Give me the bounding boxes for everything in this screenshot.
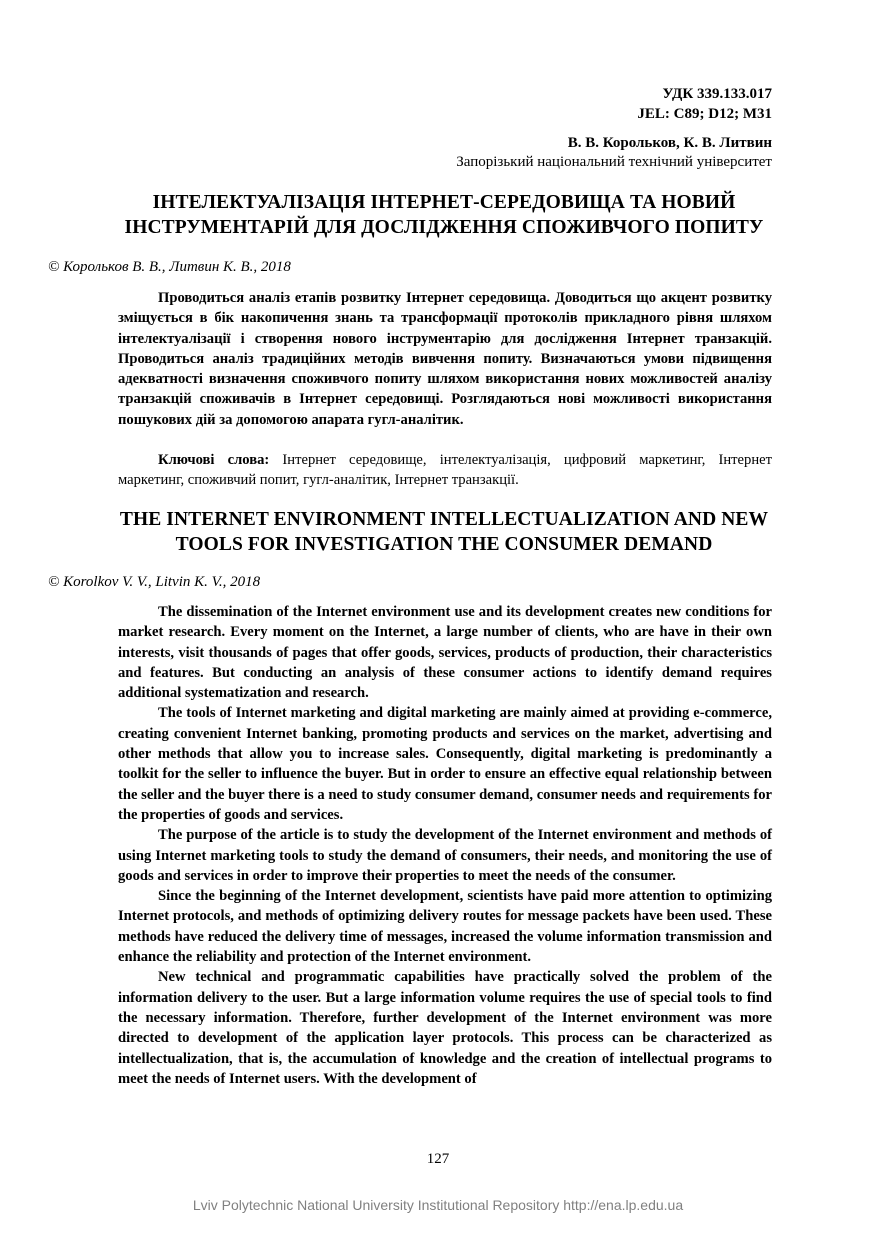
keywords-paragraph (118, 450, 772, 491)
body-paragraph: The tools of Internet marketing and digital marketing are mainly aimed at providing e-commerce, creating convenient Internet banking, promoting products and services on the market, advertising and other methods that allow you to increase sales. Consequently, digital marketing is predominantly a toolkit for the seller to influence the buyer. But in order to ensure an effective equal relationship between the seller and the buyer there is a need to study consumer demand, consumer needs and requirements for the properties of goods and services. (118, 705, 772, 823)
title-ua-line-2: ІНСТРУМЕНТАРІЙ ДЛЯ ДОСЛІДЖЕННЯ СПОЖИВЧОГО ПОПИТУ (124, 217, 764, 238)
title-ua-line-1: ІНТЕЛЕКТУАЛІЗАЦІЯ ІНТЕРНЕТ-СЕРЕДОВИЩА ТА НОВИЙ (152, 192, 736, 213)
body-paragraph: Since the beginning of the Internet development, scientists have paid more attention to optimizing Internet protocols, and methods of optimizing delivery routes for message packets have been used. These methods have reduced the delivery time of messages, increased the volume information transmission and enhance the reliability and protection of the Internet environment. (118, 888, 772, 966)
title-english (118, 507, 770, 557)
page-number: 127 (426, 1151, 450, 1167)
keywords-text: Інтернет середовище, інтелектуалізація, цифровий маркетинг, Інтернет маркетинг, споживчий попит, гугл-аналітик, Інтернет транзакції. (118, 452, 773, 489)
body-paragraph: The purpose of the article is to study the development of the Internet environment and methods of using Internet marketing tools to study the demand of consumers, their needs, and monitoring the use of goods and services in order to improve their properties to meet the needs of the consumer. (118, 827, 772, 884)
authors: В. В. Корольков, К. В. Литвин (567, 135, 772, 151)
abstract-text: Проводиться аналіз етапів розвитку Інтернет середовища. Доводиться що акцент розвитку зміщується в бік накопичення знань та трансформації протоколів прикладного рівня шляхом інтелектуалізації і створення нового інструментарію для дослідження Інтернет транзакцій. Проводиться аналіз традиційних методів вивчення попиту. Визначаються умови підвищення адекватності визначення споживчого попиту шляхом використання нових можливостей аналізу транзакцій споживачів в Інтернет середовищі. Розглядаються нові можливості використання пошукових дій за допомогою апарата гугл-аналітик. (118, 290, 772, 428)
title-ukrainian (118, 190, 770, 240)
abstract-ukrainian (118, 288, 772, 430)
udk-code: УДК 339.133.017 (662, 86, 772, 102)
jel-code: JEL: C89; D12; M31 (637, 106, 772, 122)
repository-footer: Lviv Polytechnic National University Institutional Repository http://ena.lp.edu.ua (192, 1197, 684, 1213)
classification-codes (637, 84, 772, 124)
keywords-ukrainian (118, 450, 772, 491)
copyright-english: © Korolkov V. V., Litvin K. V., 2018 (48, 574, 261, 590)
body-text (118, 602, 772, 1089)
title-en-line-2: TOOLS FOR INVESTIGATION THE CONSUMER DEMAND (175, 534, 713, 555)
body-paragraph: The dissemination of the Internet environment use and its development creates new conditions for market research. Every moment on the Internet, a large number of clients, who are have in their own interests, visit thousands of pages that offer goods, services, products of production, their characteristics and features. But conducting an analysis of these consumer actions to identify demand requires additional systematization and research. (118, 604, 772, 702)
body-paragraph: New technical and programmatic capabilities have practically solved the problem of the information delivery to the user. But a large information volume requires the use of special tools to find the necessary information. Therefore, further development of the Internet environment was more directed to development of the application layer protocols. This process can be characterized as intellectualization, that is, the accumulation of knowledge and the creation of intellectual programs to meet the needs of Internet users. With the development of (118, 969, 772, 1087)
copyright-ukrainian: © Корольков В. В., Литвин К. В., 2018 (48, 259, 291, 275)
keywords-label: Ключові слова: (158, 452, 270, 468)
title-en-line-1: THE INTERNET ENVIRONMENT INTELLECTUALIZATION AND NEW (119, 509, 769, 530)
affiliation: Запорізький національний технічний університет (456, 154, 772, 170)
